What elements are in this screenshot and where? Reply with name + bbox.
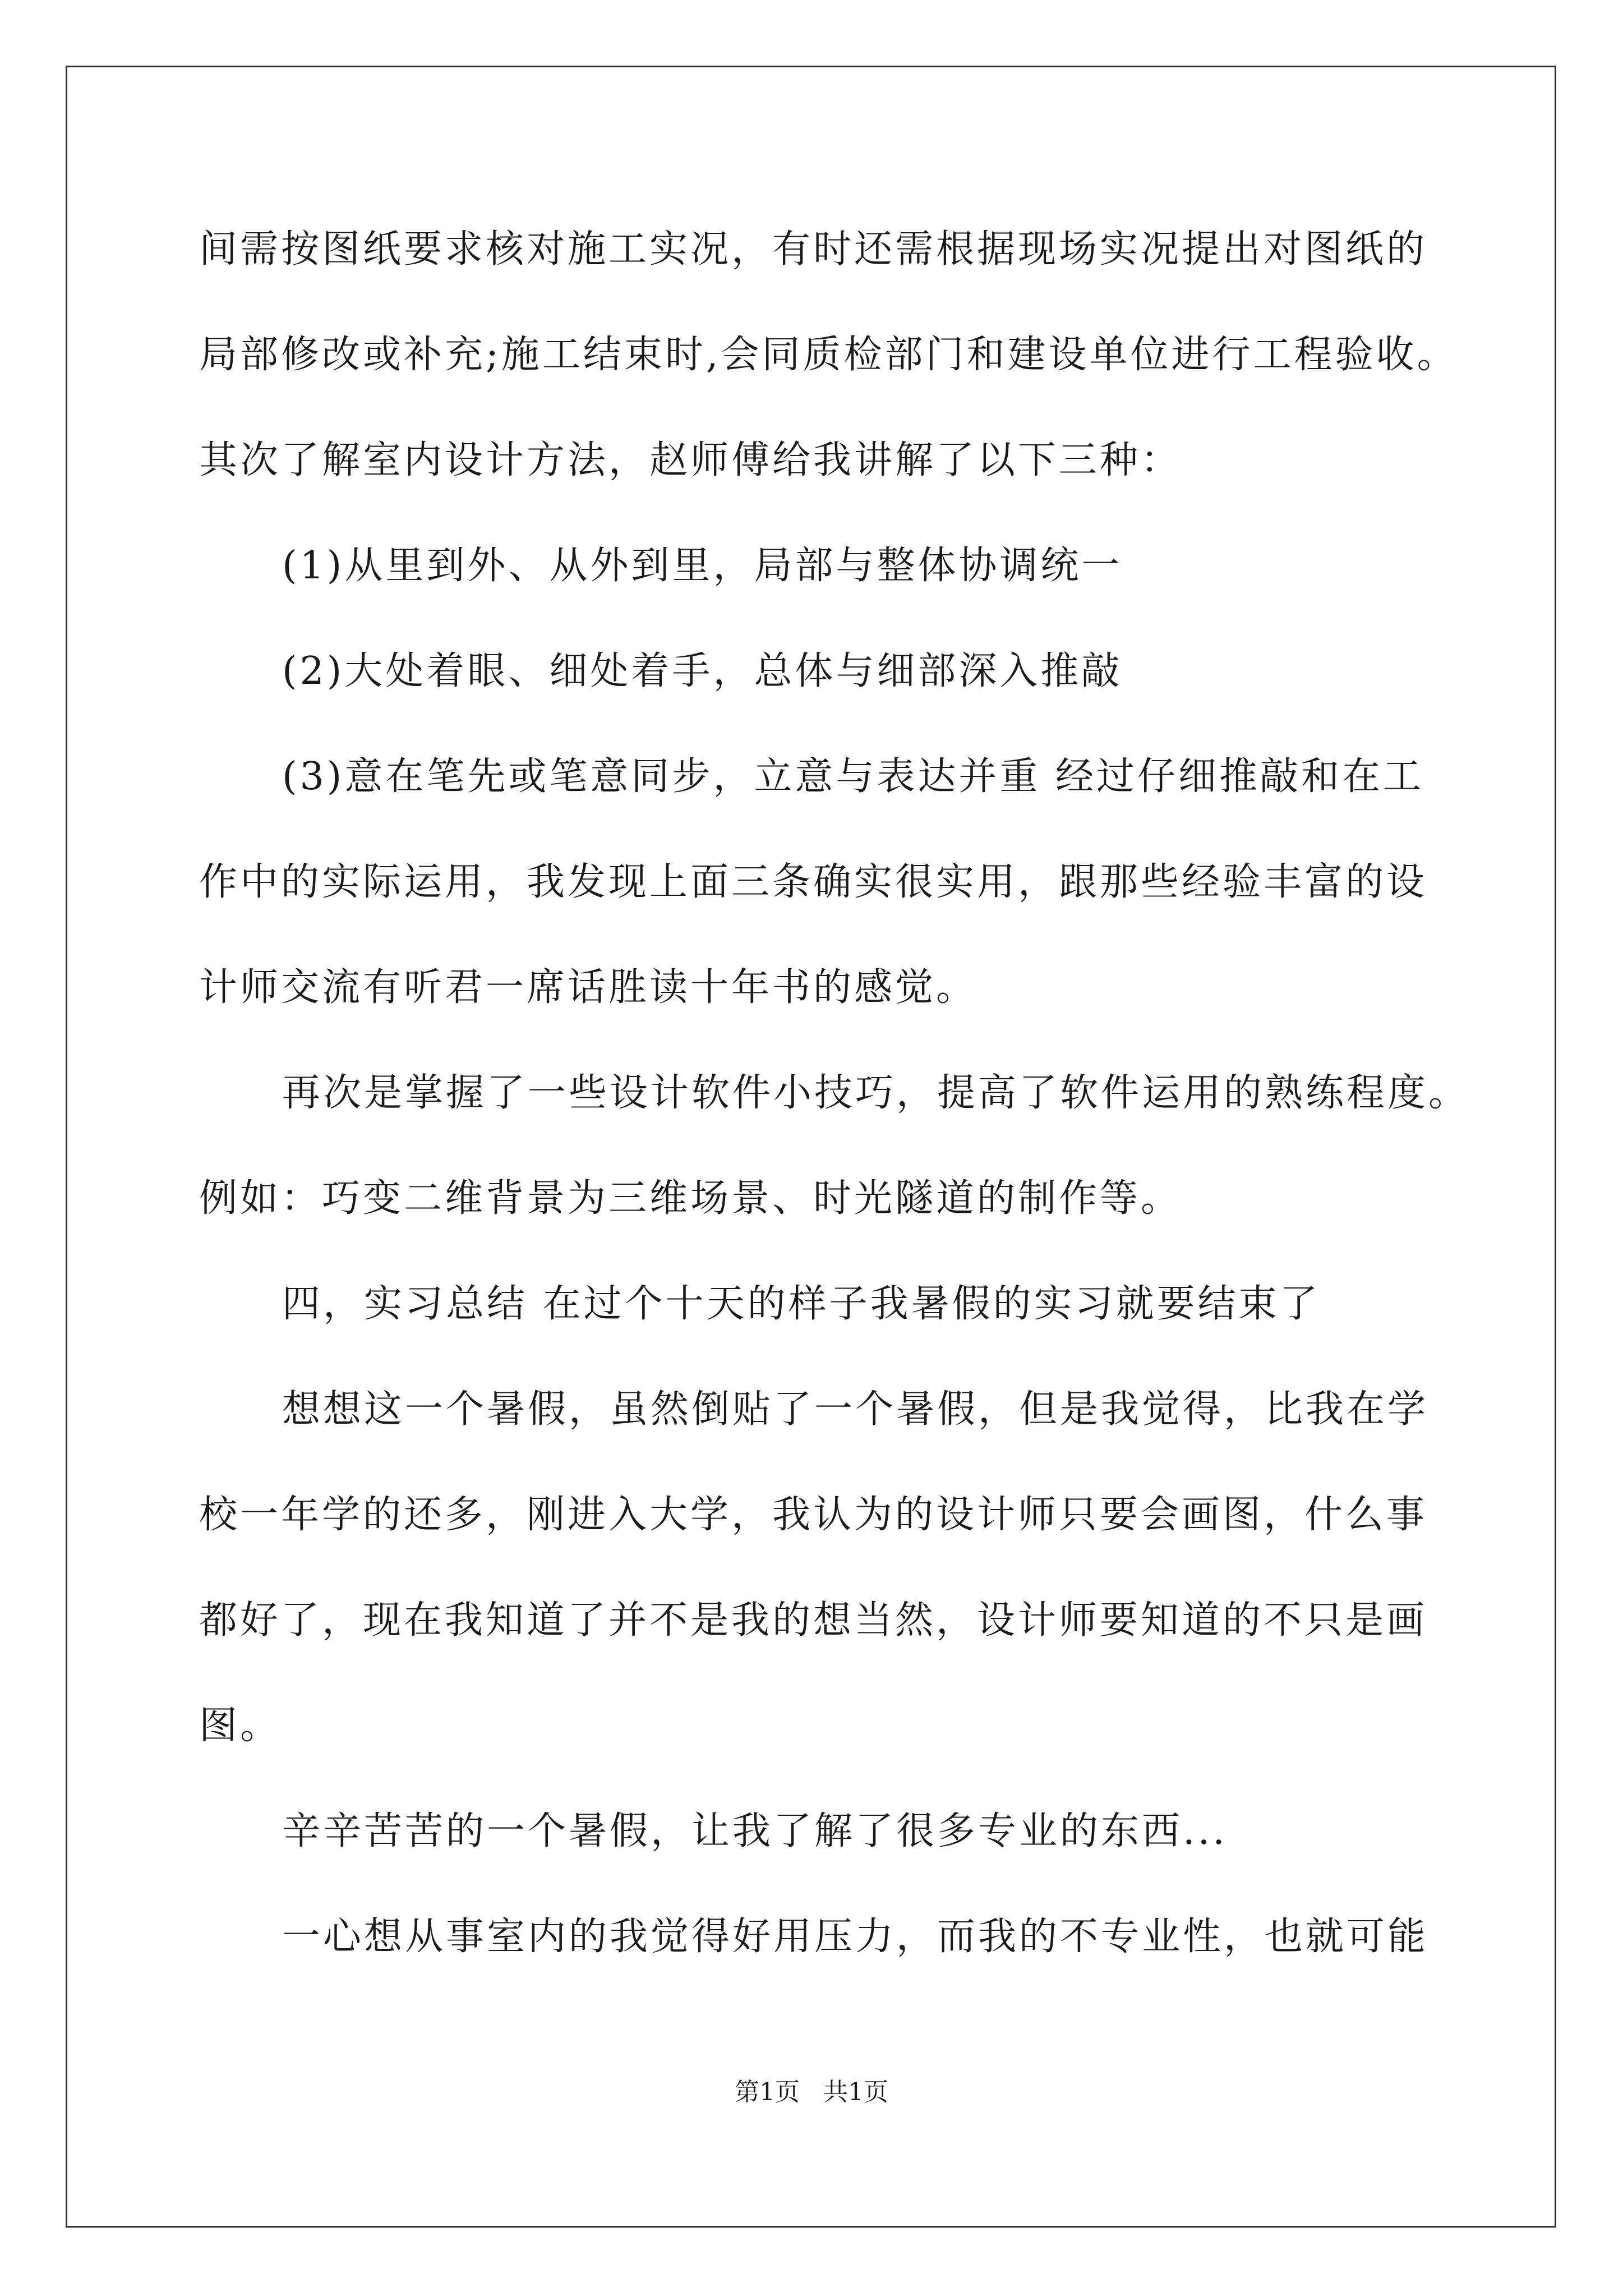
text-line: (1)从里到外、从外到里，局部与整体协调统一: [282, 544, 1123, 588]
text-line: 间需按图纸要求核对施工实况，有时还需根据现场实况提出对图纸的: [199, 227, 1428, 272]
text-line: 作中的实际运用，我发现上面三条确实很实用，跟那些经验丰富的设: [199, 860, 1428, 904]
text-line: 局部修改或补充;施工结束时,会同质检部门和建设单位进行工程验收。: [199, 333, 1458, 377]
text-line: 校一年学的还多，刚进入大学，我认为的设计师只要会画图，什么事: [199, 1493, 1428, 1537]
section-heading: 四，实习总结 在过个十天的样子我暑假的实习就要结束了: [282, 1282, 1321, 1326]
text-line: 辛辛苦苦的一个暑假，让我了解了很多专业的东西...: [282, 1809, 1228, 1853]
text-line: 再次是掌握了一些设计软件小技巧，提高了软件运用的熟练程度。: [282, 1071, 1470, 1115]
text-line: 其次了解室内设计方法，赵师傅给我讲解了以下三种：: [199, 438, 1182, 482]
text-line: 例如：巧变二维背景为三维场景、时光隧道的制作等。: [199, 1176, 1182, 1221]
page-number: 第1页 共1页: [735, 2078, 888, 2106]
text-line: (3)意在笔先或笔意同步，立意与表达并重 经过仔细推敲和在工: [282, 754, 1424, 799]
text-line: 想想这一个暑假，虽然倒贴了一个暑假，但是我觉得，比我在学: [282, 1387, 1429, 1432]
text-line: 都好了，现在我知道了并不是我的想当然，设计师要知道的不只是画: [199, 1598, 1428, 1642]
text-line: (2)大处着眼、细处着手，总体与细部深入推敲: [282, 649, 1123, 693]
text-line: 一心想从事室内的我觉得好用压力，而我的不专业性，也就可能: [282, 1915, 1429, 1959]
text-line: 图。: [199, 1704, 282, 1748]
text-line: 计师交流有听君一席话胜读十年书的感觉。: [199, 965, 978, 1010]
page-border: [66, 66, 1556, 2228]
